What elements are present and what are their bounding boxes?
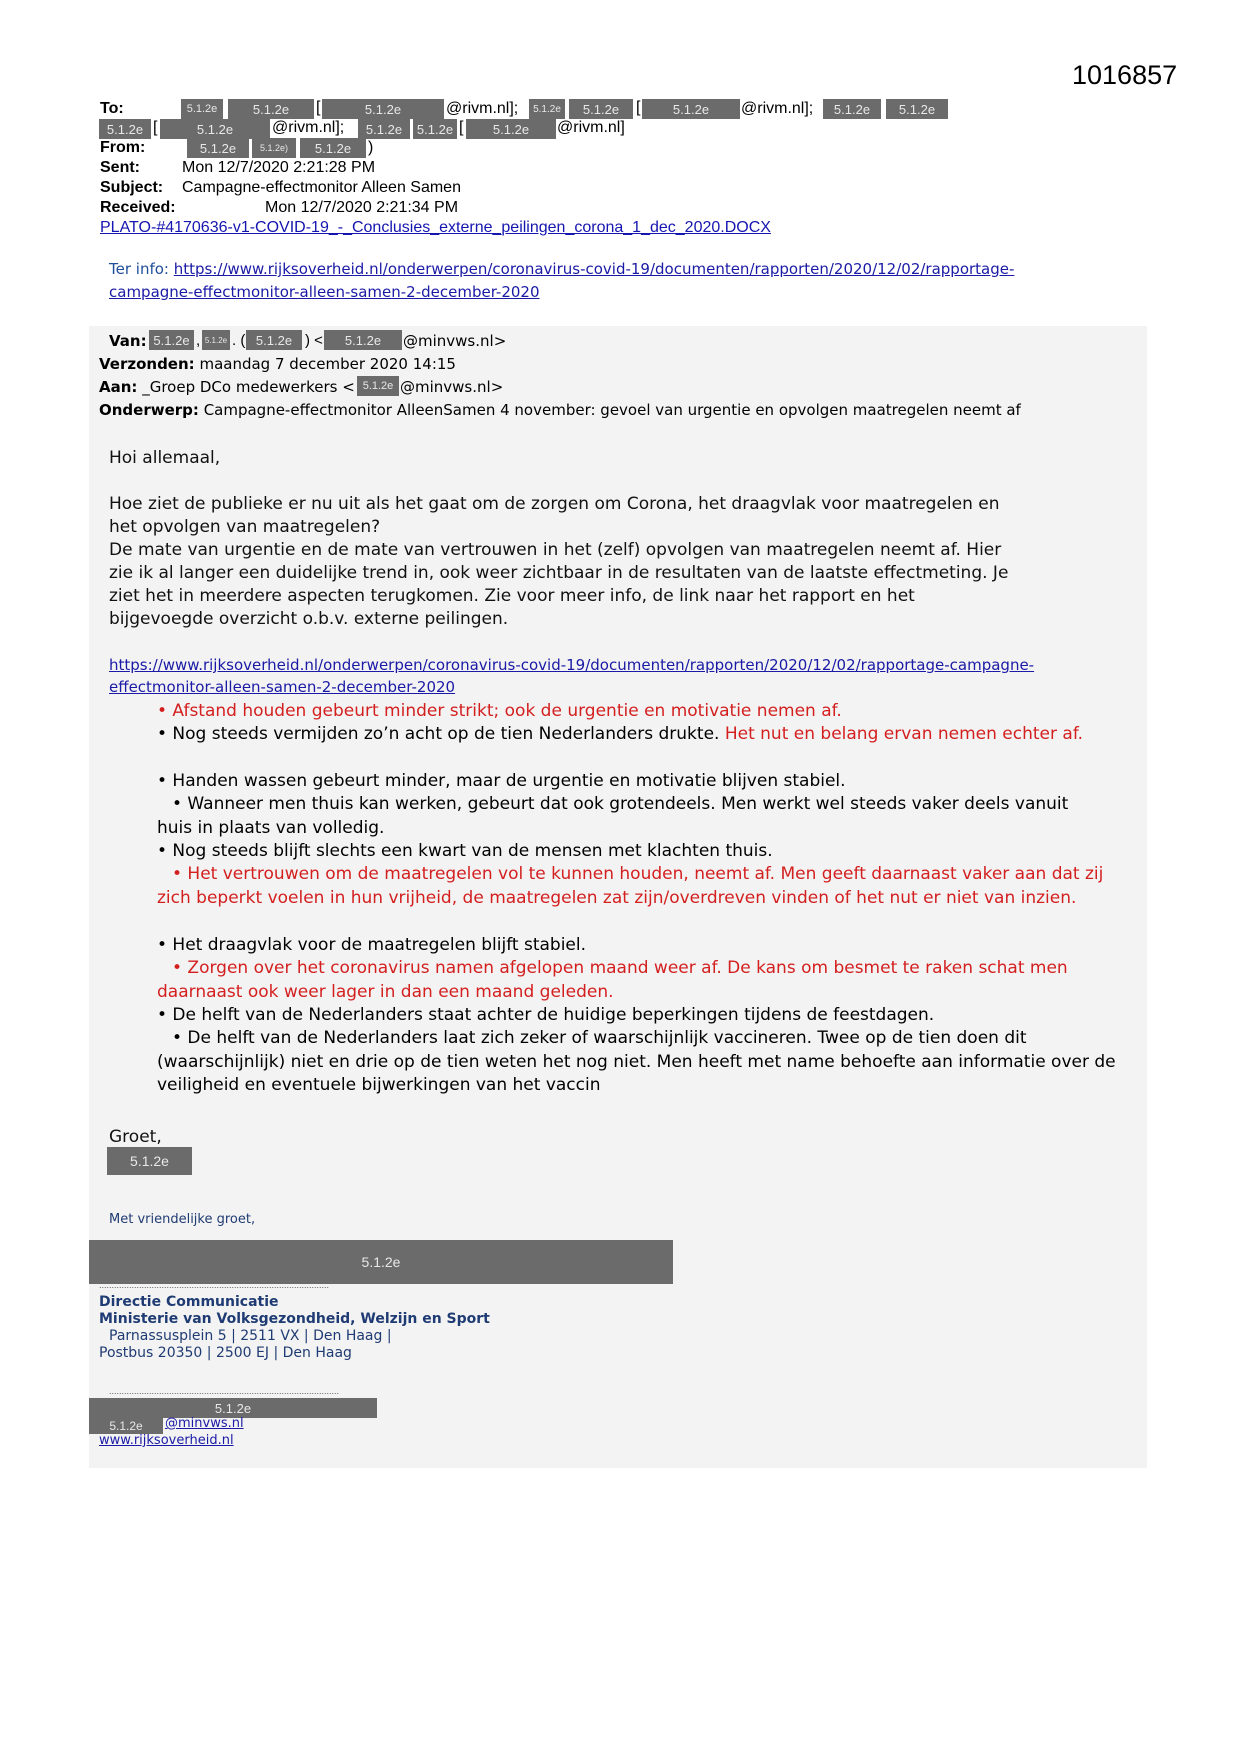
closing: Groet,: [109, 1127, 162, 1147]
redaction: 5.1.2e: [202, 330, 230, 350]
to-label: To:: [100, 100, 124, 117]
redaction: 5.1.2e: [89, 1418, 163, 1434]
redaction: 5.1.2e: [228, 99, 314, 119]
bullet-item: • Nog steeds blijft slechts een kwart van de mensen met klachten thuis.: [157, 841, 773, 861]
redaction: 5.1.2e: [569, 99, 633, 119]
redaction: 5.1.2e: [322, 99, 444, 119]
bullet-item: • De helft van de Nederlanders staat achter de huidige beperkingen tijdens de feestdagen.: [157, 1005, 935, 1025]
redaction: 5.1.2e: [187, 138, 249, 158]
redaction: 5.1.2e): [252, 138, 296, 158]
received-label: Received:: [100, 199, 176, 216]
bullet-item: • Wanneer men thuis kan werken, gebeurt dat ook grotendeels. Men werkt wel steeds vaker deels vanuit huis in plaats van volledig.: [157, 794, 1069, 838]
redaction: 5.1.2e: [99, 119, 151, 139]
verzonden-label: Verzonden:: [99, 355, 195, 373]
bullet-item: • Handen wassen gebeurt minder, maar de urgentie en motivatie blijven stabiel.: [157, 771, 846, 791]
from-close: ): [368, 139, 374, 156]
sig-dots: ............................................................................................: [109, 1386, 340, 1396]
sig-address1: Parnassusplein 5 | 2511 VX | Den Haag |: [109, 1328, 392, 1344]
redaction: 5.1.2e: [300, 138, 366, 158]
report-link[interactable]: https://www.rijksoverheid.nl/onderwerpen/coronavirus-covid-19/documenten/rapporten/2020/12/02/rapportage-campagne-: [109, 656, 1035, 674]
redaction: 5.1.2e: [466, 119, 556, 139]
aan-domain: @minvws.nl>: [400, 378, 504, 396]
van-domain: @minvws.nl>: [403, 332, 507, 350]
redaction: 5.1.2e: [358, 119, 410, 139]
body-line: bijgevoegde overzicht o.b.v. externe peilingen.: [109, 609, 509, 629]
body-line: zie ik al langer een duidelijke trend in, ook weer zichtbaar in de resultaten van de laatste effectmeting. Je: [109, 563, 1009, 583]
to-domain: @rivm.nl]: [557, 119, 625, 136]
bullet-item: • Het vertrouwen om de maatregelen vol te kunnen houden, neemt af. Men geeft daarnaast vaker aan dat zij zich beperkt voelen in hun vrijheid, de maatregelen zat zijn/overdreven vinden of het nut er niet van inzien.: [157, 864, 1104, 908]
bullet-item: • Zorgen over het coronavirus namen afgelopen maand weer af. De kans om besmet te raken schat men daarnaast ook weer lager in dan een maand geleden.: [157, 958, 1068, 1002]
verzonden-value: maandag 7 december 2020 14:15: [199, 355, 456, 373]
redaction: 5.1.2e: [886, 99, 948, 119]
sent-label: Sent:: [100, 159, 140, 176]
aan-label: Aan:: [99, 378, 138, 396]
subject-value: Campagne-effectmonitor Alleen Samen: [182, 179, 461, 196]
to-domain: @rivm.nl];: [272, 119, 345, 136]
sig-email[interactable]: @minvws.nl: [165, 1416, 244, 1431]
sig-dots: ............................................................................................: [99, 1280, 330, 1290]
body-line: ziet het in meerdere aspecten terugkomen. Zie voor meer info, de link naar het rapport en het: [109, 586, 915, 606]
body-line: het opvolgen van maatregelen?: [109, 517, 381, 537]
sig-website[interactable]: www.rijksoverheid.nl: [99, 1433, 234, 1448]
ter-info: [109, 260, 1014, 278]
ter-info-link-cont[interactable]: campagne-effectmonitor-alleen-samen-2-december-2020: [109, 283, 540, 301]
received-value: Mon 12/7/2020 2:21:34 PM: [265, 199, 459, 216]
sig-ministry: Ministerie van Volksgezondheid, Welzijn en Sport: [99, 1311, 490, 1327]
subject-label: Subject:: [100, 179, 164, 196]
bullet-item: • Nog steeds vermijden zo’n acht op de tien Nederlanders drukte. Het nut en belang ervan nemen echter af.: [157, 724, 1083, 744]
sig-address2: Postbus 20350 | 2500 EJ | Den Haag: [99, 1345, 352, 1361]
ter-info-label: Ter info:: [109, 260, 169, 278]
to-domain: @rivm.nl];: [741, 100, 814, 117]
redaction: 5.1.2e: [324, 330, 402, 350]
ter-info-link[interactable]: https://www.rijksoverheid.nl/onderwerpen/coronavirus-covid-19/documenten/rapporten/2020/12/02/rapportage-: [173, 260, 1015, 278]
redaction: 5.1.2e: [357, 376, 399, 396]
to-domain: @rivm.nl];: [446, 100, 519, 117]
bullet-item: • Afstand houden gebeurt minder strikt; ook de urgentie en motivatie nemen af.: [157, 701, 842, 721]
greeting: Hoi allemaal,: [109, 448, 221, 468]
redaction: 5.1.2e: [246, 330, 302, 350]
attachment-link[interactable]: PLATO-#4170636-v1-COVID-19_-_Conclusies_externe_peilingen_corona_1_dec_2020.DOCX: [100, 219, 771, 236]
redaction: 5.1.2e: [181, 99, 223, 119]
bullet-item: • Het draagvlak voor de maatregelen blijft stabiel.: [157, 935, 587, 955]
van-label: Van:: [109, 332, 147, 350]
redaction: 5.1.2e: [89, 1398, 377, 1418]
body-line: De mate van urgentie en de mate van vertrouwen in het (zelf) opvolgen van maatregelen neemt af. Hier: [109, 540, 1002, 560]
document-number: 1016857: [1072, 60, 1178, 90]
onderwerp-value: Campagne-effectmonitor AlleenSamen 4 november: gevoel van urgentie en opvolgen maatregelen neemt af: [203, 401, 1021, 419]
body-line: Hoe ziet de publieke er nu uit als het gaat om de zorgen om Corona, het draagvlak voor maatregelen en: [109, 494, 1000, 514]
redaction: 5.1.2e: [107, 1147, 192, 1175]
redaction: 5.1.2e: [529, 99, 565, 119]
report-link-cont[interactable]: effectmonitor-alleen-samen-2-december-2020: [109, 678, 456, 696]
redaction: 5.1.2e: [149, 330, 194, 350]
redaction: 5.1.2e: [823, 99, 881, 119]
sent-value: Mon 12/7/2020 2:21:28 PM: [182, 159, 376, 176]
sig-greeting: Met vriendelijke groet,: [109, 1212, 256, 1227]
onderwerp-label: Onderwerp:: [99, 401, 199, 419]
aan-value: _Groep DCo medewerkers <: [142, 378, 355, 396]
redaction: 5.1.2e: [89, 1240, 673, 1284]
bullet-item: • De helft van de Nederlanders laat zich zeker of waarschijnlijk vaccineren. Twee op de tien doen dit (waarschijnlijk) niet en drie op de tien weten het nog niet. Men heeft met name behoefte aan informatie over de veiligheid en eventuele bijwerkingen van het vaccin: [157, 1028, 1116, 1095]
from-label: From:: [100, 139, 146, 156]
redaction: 5.1.2e: [160, 119, 270, 139]
sig-dept: Directie Communicatie: [99, 1294, 279, 1310]
redaction: 5.1.2e: [413, 119, 457, 139]
redaction: 5.1.2e: [642, 99, 740, 119]
